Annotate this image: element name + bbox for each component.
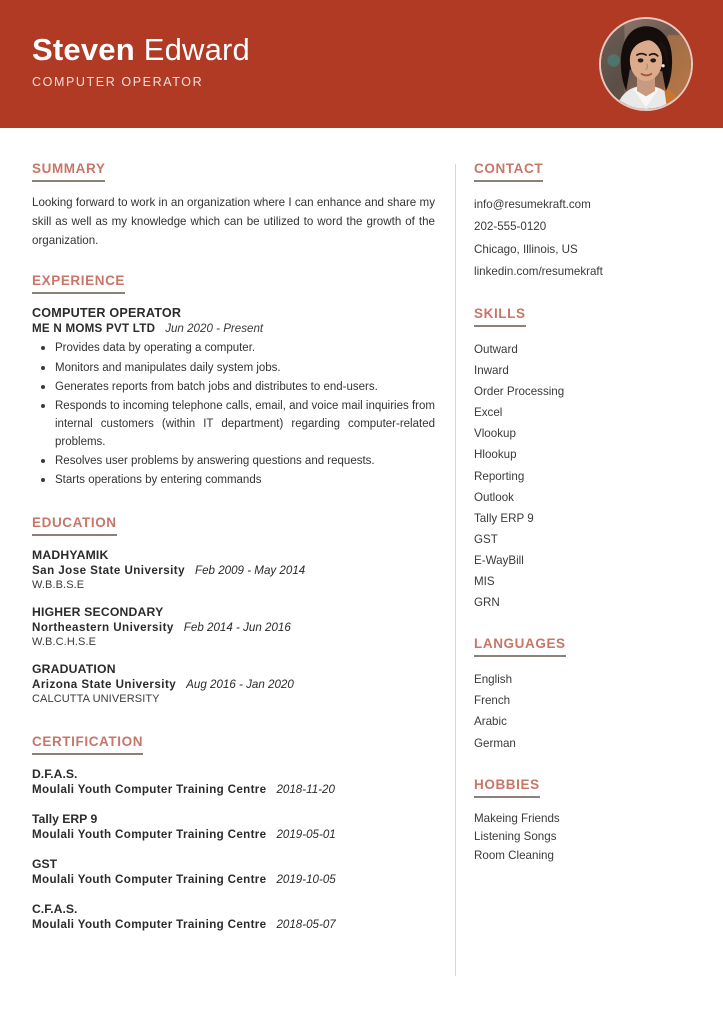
certification-heading: CERTIFICATION (32, 734, 143, 755)
list-item: Resolves user problems by answering questions and requests. (32, 452, 435, 470)
list-item: German (474, 736, 516, 750)
education-meta (32, 678, 435, 691)
education-dates: Feb 2014 - Jun 2016 (183, 620, 291, 634)
certification-meta (32, 783, 435, 796)
certification-item (32, 902, 435, 931)
experience-dates: Jun 2020 - Present (165, 322, 264, 336)
list-item: Room Cleaning (474, 849, 554, 863)
education-extra: W.B.C.H.S.E (32, 635, 97, 648)
experience-role: COMPUTER OPERATOR (32, 306, 182, 321)
education-item (32, 662, 435, 705)
certification-org: Moulali Youth Computer Training Centre (32, 872, 267, 886)
experience-meta (32, 322, 435, 335)
certification-item (32, 767, 435, 796)
certification-name: Tally ERP 9 (32, 811, 98, 826)
certification-item (32, 812, 435, 841)
experience-item (32, 306, 435, 489)
certification-meta (32, 918, 435, 931)
list-item: Makeing Friends (474, 811, 560, 825)
section-skills (474, 305, 705, 613)
education-dates: Feb 2009 - May 2014 (195, 563, 306, 577)
section-contact (474, 160, 705, 283)
section-education (32, 514, 435, 705)
list-item: Hlookup (474, 448, 517, 462)
section-languages (474, 635, 705, 753)
sidebar-column (456, 160, 723, 866)
full-name (32, 33, 599, 67)
experience-heading: EXPERIENCE (32, 273, 125, 294)
education-meta (32, 564, 435, 577)
education-degree: HIGHER SECONDARY (32, 604, 164, 619)
certification-date: 2018-11-20 (276, 782, 335, 796)
list-item: Order Processing (474, 385, 565, 399)
education-degree: GRADUATION (32, 661, 116, 676)
section-certification (32, 733, 435, 931)
certification-meta (32, 828, 435, 841)
certification-name: GST (32, 856, 58, 871)
list-item: Reporting (474, 469, 525, 483)
certification-meta (32, 873, 435, 886)
list-item: Inward (474, 364, 509, 378)
certification-org: Moulali Youth Computer Training Centre (32, 782, 267, 796)
hobbies-heading: HOBBIES (474, 777, 540, 798)
list-item: GST (474, 532, 498, 546)
list-item: Arabic (474, 715, 507, 729)
list-item: MIS (474, 575, 495, 589)
list-item: Starts operations by entering commands (32, 471, 435, 489)
experience-company: ME N MOMS PVT LTD (32, 322, 156, 336)
skills-heading: SKILLS (474, 306, 526, 327)
certification-name: D.F.A.S. (32, 766, 78, 781)
list-item: English (474, 673, 513, 687)
contact-location: Chicago, Illinois, US (474, 242, 578, 256)
certification-org: Moulali Youth Computer Training Centre (32, 917, 267, 931)
certification-date: 2019-10-05 (276, 872, 336, 886)
education-dates: Aug 2016 - Jan 2020 (186, 677, 294, 691)
education-item (32, 605, 435, 648)
summary-text: Looking forward to work in an organization where I can enhance and share my skill as well as my knowledge which can be utilized to word the growth of the organization. (32, 196, 435, 247)
certification-item (32, 857, 435, 886)
list-item: Responds to incoming telephone calls, email, and voice mail inquiries from internal customers (within IT department) regarding computer-related problems. (32, 397, 435, 451)
list-item: E-WayBill (474, 553, 524, 567)
education-degree: MADHYAMIK (32, 547, 109, 562)
first-name: Steven (32, 32, 135, 68)
certification-name: C.F.A.S. (32, 901, 78, 916)
header-job-title: COMPUTER OPERATOR (32, 74, 204, 89)
profile-photo-icon (601, 19, 691, 109)
avatar (599, 17, 693, 111)
certification-date: 2018-05-07 (276, 917, 336, 931)
education-extra: W.B.B.S.E (32, 578, 85, 591)
experience-bullet-list (32, 339, 435, 489)
certification-date: 2019-05-01 (276, 827, 336, 841)
education-extra: CALCUTTA UNIVERSITY (32, 692, 160, 705)
certification-org: Moulali Youth Computer Training Centre (32, 827, 267, 841)
education-item (32, 548, 435, 591)
list-item: French (474, 694, 511, 708)
section-experience (32, 272, 435, 489)
list-item: Excel (474, 406, 503, 420)
education-school: Arizona State University (32, 677, 177, 691)
resume-header (0, 0, 723, 128)
education-heading: EDUCATION (32, 515, 117, 536)
list-item: Listening Songs (474, 830, 557, 844)
spacer (32, 719, 435, 733)
education-meta (32, 621, 435, 634)
education-school: Northeastern University (32, 620, 174, 634)
header-text-block (32, 33, 599, 94)
section-summary (32, 160, 435, 250)
education-school: San Jose State University (32, 563, 186, 577)
list-item: Monitors and manipulates daily system jobs. (32, 359, 435, 377)
spacer (32, 494, 435, 514)
list-item: Outward (474, 343, 518, 356)
list-item: Generates reports from batch jobs and distributes to end-users. (32, 378, 435, 396)
section-hobbies (474, 776, 705, 866)
list-item: Outlook (474, 490, 514, 504)
list-item: Provides data by operating a computer. (32, 339, 435, 357)
contact-heading: CONTACT (474, 161, 543, 182)
languages-heading: LANGUAGES (474, 636, 566, 657)
main-column (0, 160, 455, 947)
list-item: GRN (474, 596, 500, 610)
contact-email[interactable]: info@resumekraft.com (474, 198, 591, 211)
last-name: Edward (143, 32, 250, 68)
list-item: Tally ERP 9 (474, 511, 534, 525)
contact-linkedin[interactable]: linkedin.com/resumekraft (474, 264, 603, 278)
resume-body (0, 128, 723, 976)
contact-phone[interactable]: 202-555-0120 (474, 220, 547, 234)
list-item: Vlookup (474, 427, 516, 441)
summary-heading: SUMMARY (32, 161, 105, 182)
